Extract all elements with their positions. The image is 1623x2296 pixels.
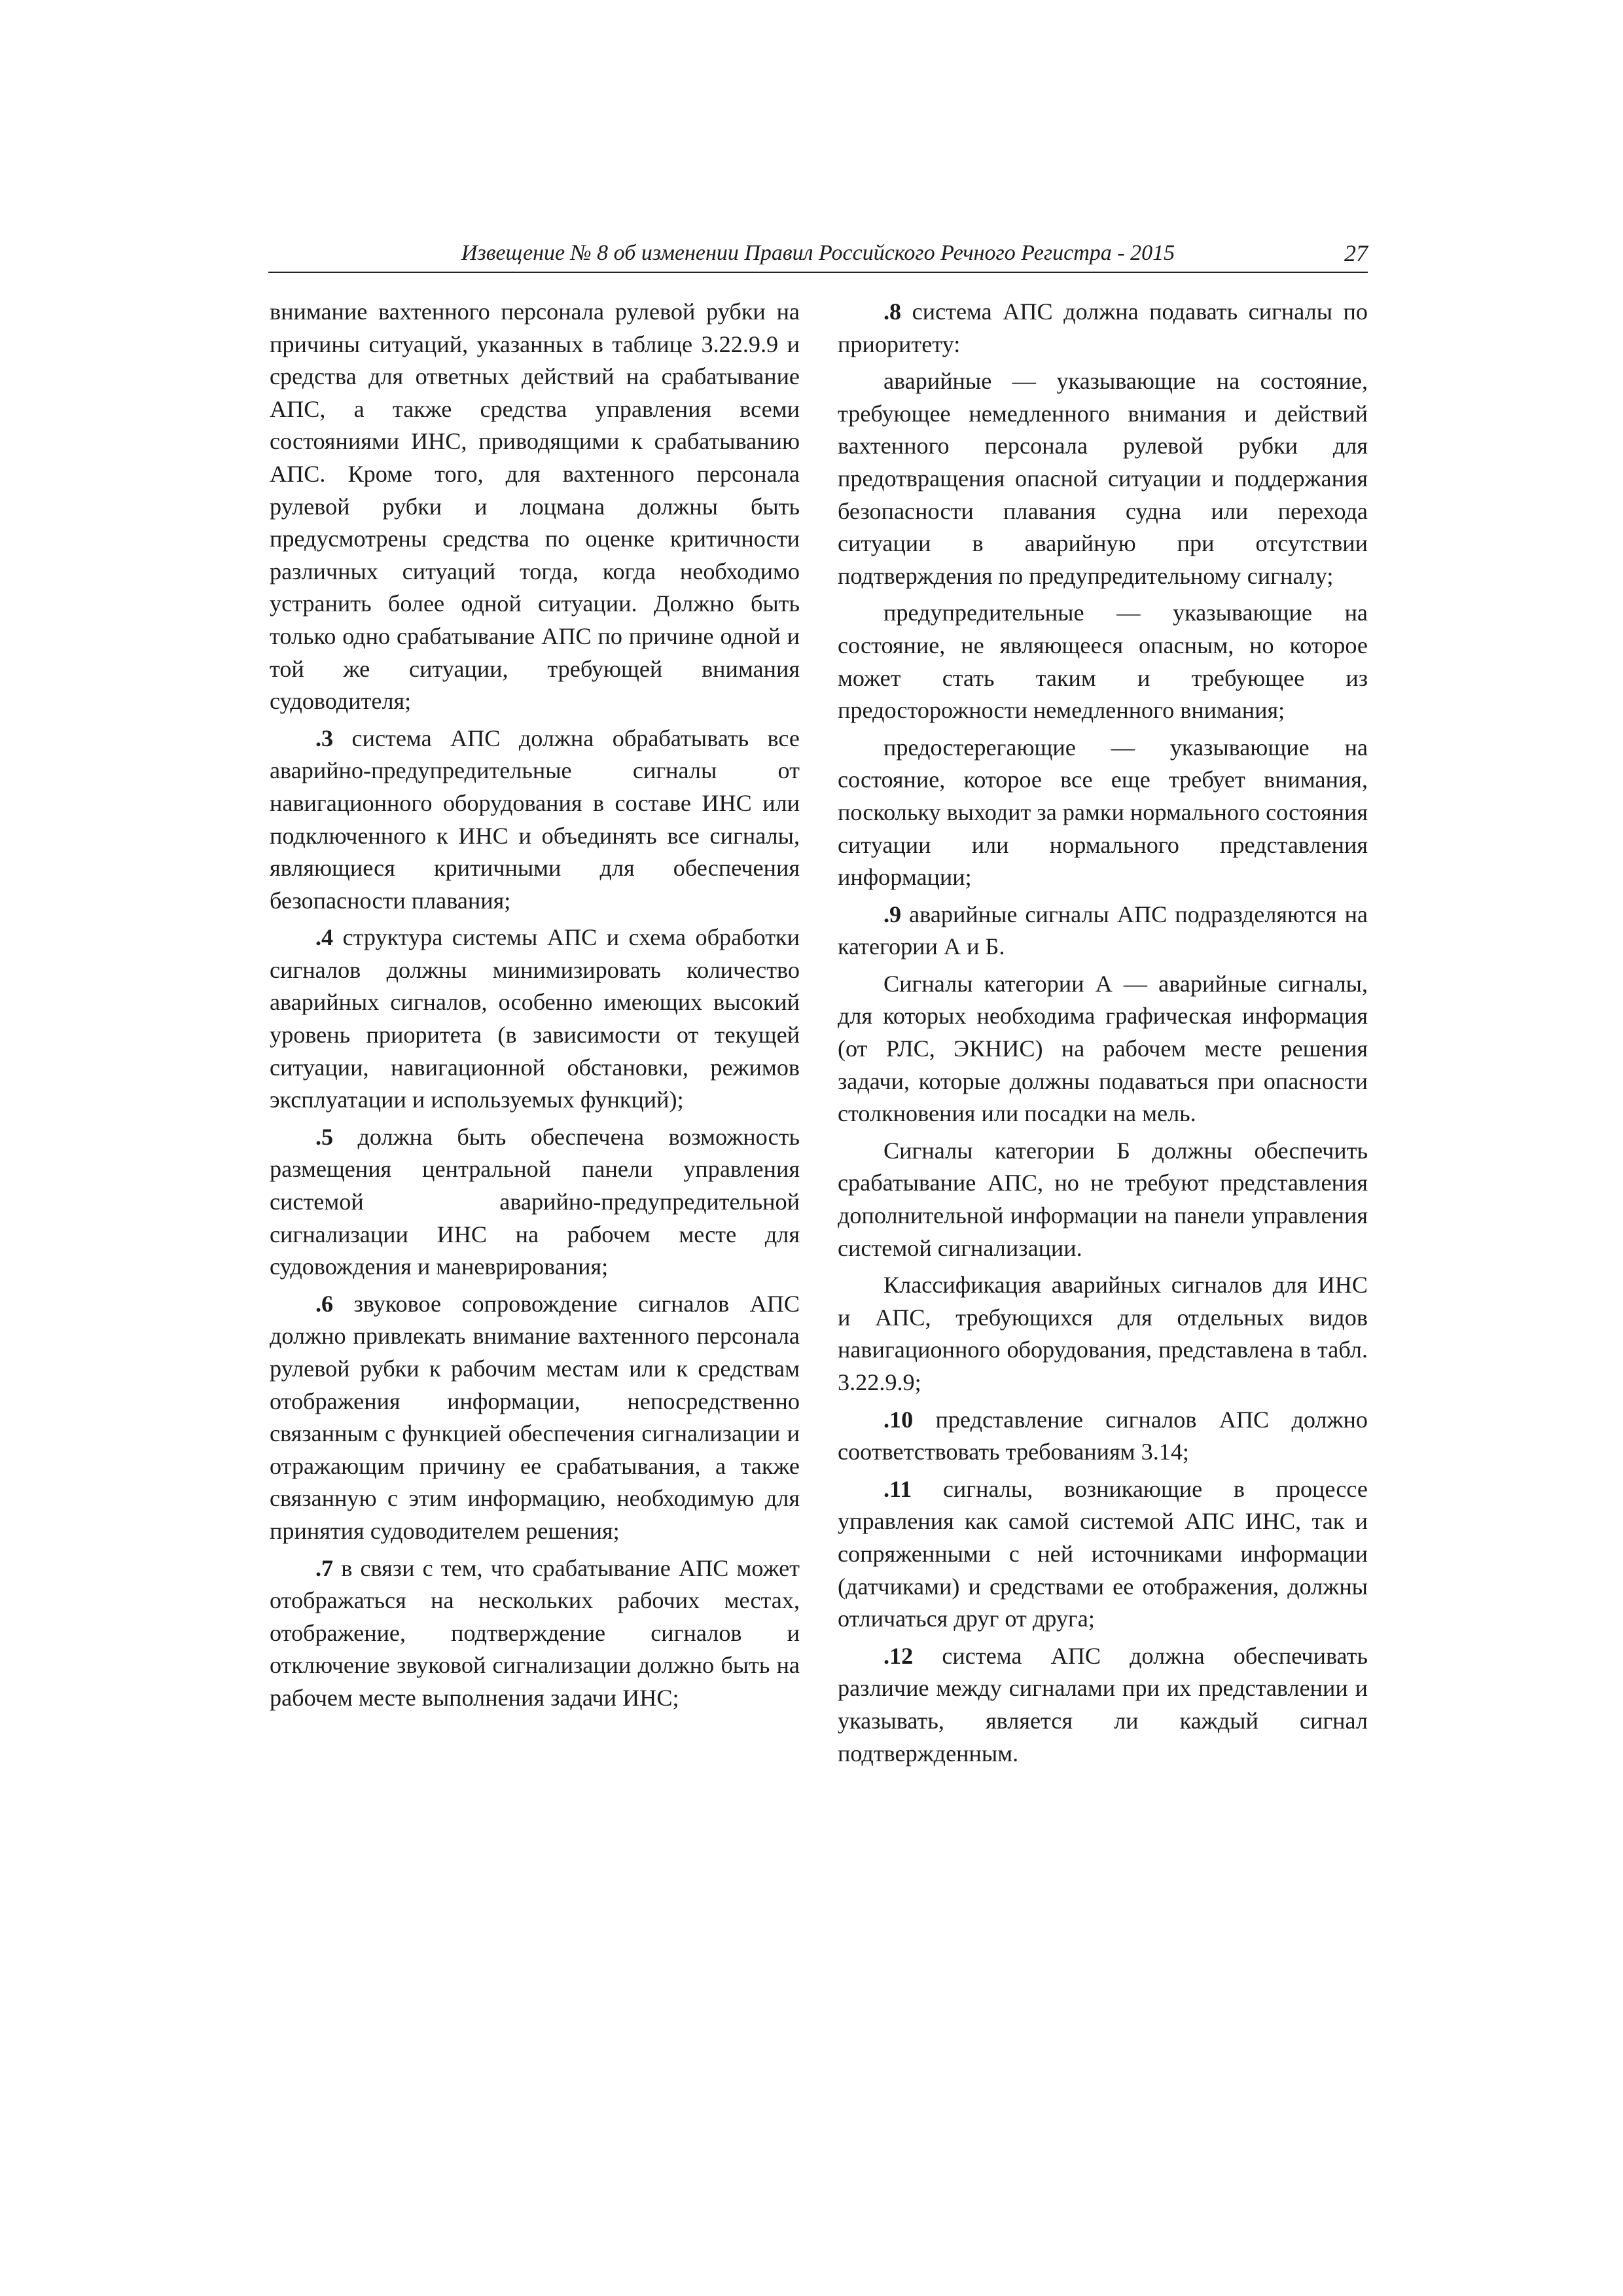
item-number: .6: [315, 1290, 334, 1317]
paragraph: предостерегающие — указывающие на состояние, которое все еще требует внимания, поскольку выходит за рамки нормального состояния ситуации или нормального представления информации;: [838, 734, 1368, 891]
paragraph: .10 представление сигналов АПС должно соответствовать требованиям 3.14;: [838, 1406, 1368, 1465]
header-title: Извещение № 8 об изменении Правил Российского Речного Регистра - 2015: [461, 241, 1175, 265]
item-number: .8: [883, 298, 902, 325]
paragraph: .11 сигналы, возникающие в процессе управления как самой системой АПС ИНС, так и сопряженными с ней источниками информации (датчиками) и средствами ее отображения, должны отличаться друг от друга;: [838, 1475, 1368, 1632]
paragraph: .6 звуковое сопровождение сигналов АПС должно привлекать внимание вахтенного персонала рулевой рубки к рабочим местам или к средствам отображения информации, непосредственно связанным с функцией обеспечения сигнализации и отражающим причину ее срабатывания, а также связанную с этим информацию, необходимую для принятия судоводителем решения;: [270, 1290, 800, 1544]
item-number: .7: [315, 1554, 334, 1581]
item-number: .4: [315, 924, 334, 951]
item-number: .10: [883, 1406, 914, 1433]
page-number: 27: [1344, 240, 1368, 266]
paragraph: .4 структура системы АПС и схема обработки сигналов должны минимизировать количество аварийных сигналов, особенно имеющих высокий уровень приоритета (в зависимости от текущей ситуации, навигационной обстановки, режимов эксплуатации и используемых функций);: [270, 924, 800, 1113]
running-header: [268, 239, 1368, 273]
paragraph: .12 система АПС должна обеспечивать различие между сигналами при их представлении и указывать, является ли каждый сигнал подтвержденным.: [838, 1642, 1368, 1767]
paragraph: .9 аварийные сигналы АПС подразделяются на категории А и Б.: [838, 901, 1368, 960]
right-column: [838, 296, 1368, 1774]
paragraph: .7 в связи с тем, что срабатывание АПС может отображаться на нескольких рабочих местах, отображение, подтверждение сигналов и отключение звуковой сигнализации должно быть на рабочем месте выполнения задачи ИНС;: [270, 1554, 800, 1711]
paragraph: .3 система АПС должна обрабатывать все аварийно-предупредительные сигналы от навигационного оборудования в составе ИНС или подключенного к ИНС и объединять все сигналы, являющиеся критичными для обеспечения безопасности плавания;: [270, 725, 800, 914]
item-number: .11: [883, 1475, 912, 1502]
paragraph: Классификация аварийных сигналов для ИНС и АПС, требующихся для отдельных видов навигационного оборудования, представлена в табл. 3.22.9.9;: [838, 1272, 1368, 1395]
paragraph: Сигналы категории Б должны обеспечить срабатывание АПС, но не требуют представления дополнительной информации на панели управления системой сигнализации.: [838, 1137, 1368, 1261]
item-number: .5: [315, 1123, 334, 1150]
paragraph: аварийные — указывающие на состояние, требующее немедленного внимания и действий вахтенного персонала рулевой рубки для предотвращения опасной ситуации и поддержания безопасности плавания судна или перехода ситуации в аварийную при отсутствии подтверждения по предупредительному сигналу;: [838, 368, 1368, 589]
item-number: .3: [315, 725, 334, 751]
item-number: .12: [883, 1642, 914, 1669]
item-number: .9: [883, 901, 902, 927]
paragraph: .8 система АПС должна подавать сигналы по приоритету:: [838, 298, 1368, 357]
paragraph: .5 должна быть обеспечена возможность размещения центральной панели управления системой аварийно-предупредительной сигнализации ИНС на рабочем месте для судовождения и маневрирования;: [270, 1123, 800, 1280]
paragraph: Сигналы категории А — аварийные сигналы, для которых необходима графическая информация (от РЛС, ЭКНИС) на рабочем месте решения задачи, которые должны подаваться при опасности столкновения или посадки на мель.: [838, 970, 1368, 1127]
left-column: [270, 296, 800, 1719]
paragraph: внимание вахтенного персонала рулевой рубки на причины ситуаций, указанных в таблице 3.22.9.9 и средства для ответных действий на срабатывание АПС, а также средства управления всеми состояниями ИНС, приводящими к срабатыванию АПС. Кроме того, для вахтенного персонала рулевой рубки и лоцмана должны быть предусмотрены средства по оценке критичности различных ситуаций тогда, когда необходимо устранить более одной ситуации. Должно быть только одно срабатывание АПС по причине одной и той же ситуации, требующей внимания судоводителя;: [270, 298, 800, 715]
paragraph: предупредительные — указывающие на состояние, не являющееся опасным, но которое может стать таким и требующее из предосторожности немедленного внимания;: [838, 600, 1368, 724]
